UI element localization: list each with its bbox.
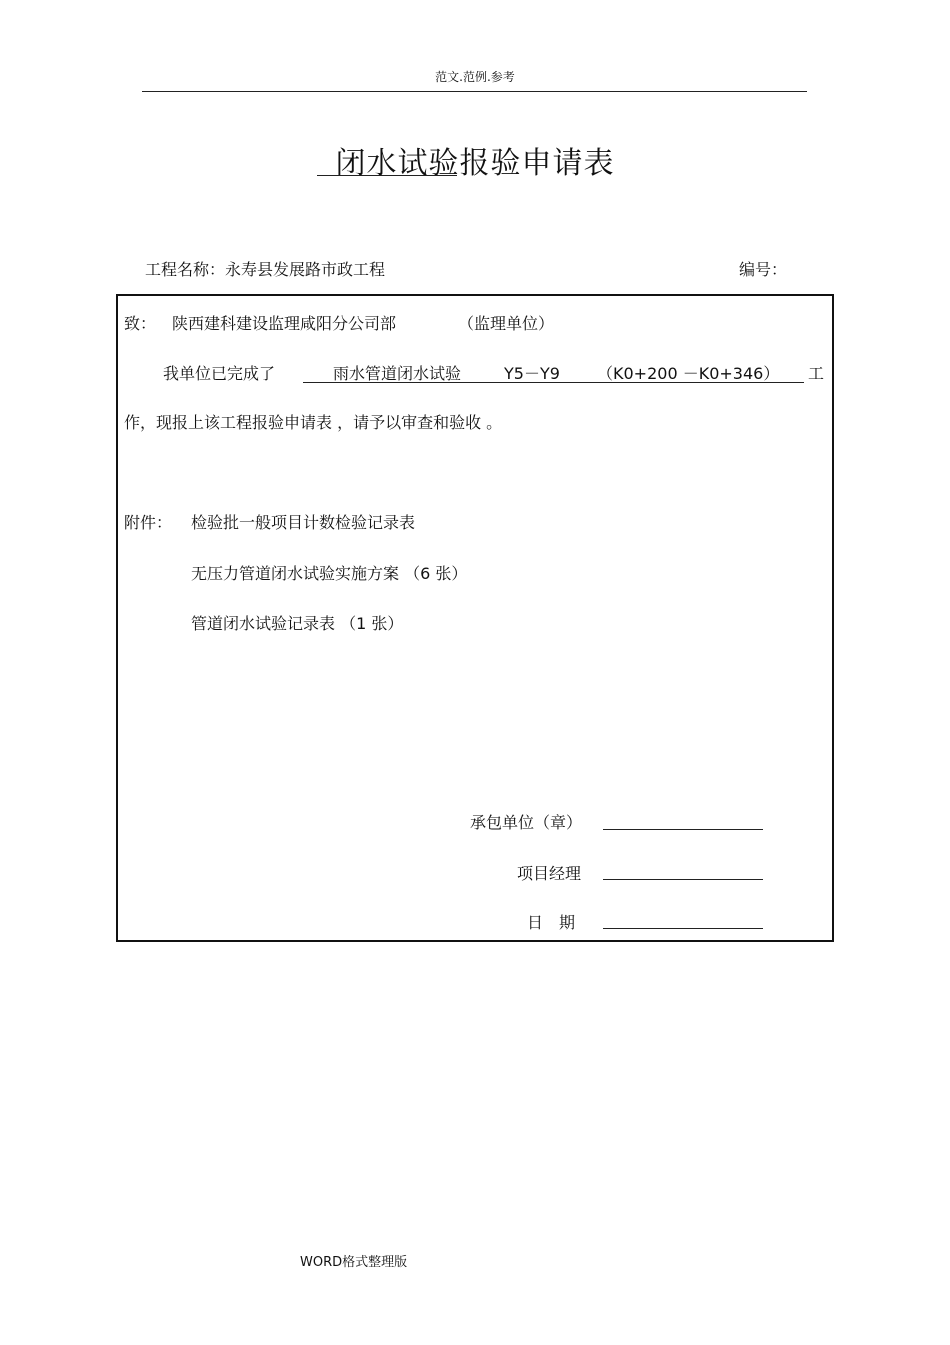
document-number-label: 编号： <box>739 260 788 279</box>
attachments-label: 附件： <box>124 513 173 532</box>
manager-label: 项目经理 <box>517 864 582 883</box>
recipient-label: 致： <box>124 314 157 333</box>
work-description-underline <box>303 382 804 383</box>
attachment-item: 管道闭水试验记录表 （1 张） <box>191 614 404 633</box>
work-chainage: （K0+200 －K0+346） <box>597 364 780 383</box>
date-label: 日 期 <box>527 913 576 932</box>
project-name-label: 工程名称： <box>145 260 226 279</box>
document-title: 闭水试验报验申请表 <box>335 146 615 181</box>
date-signature-line <box>603 928 763 929</box>
project-name-value: 永寿县发展路市政工程 <box>225 260 386 279</box>
work-item: 雨水管道闭水试验 <box>333 364 462 383</box>
manager-signature-line <box>603 879 763 880</box>
work-segment: Y5－Y9 <box>504 364 560 383</box>
body-prefix: 我单位已完成了 <box>163 364 276 383</box>
title-underline <box>317 175 457 176</box>
project-name-row <box>145 257 385 280</box>
header-divider <box>142 91 807 92</box>
attachment-item: 检验批一般项目计数检验记录表 <box>191 513 416 532</box>
recipient-value: 陕西建科建设监理咸阳分公司部 <box>172 314 397 333</box>
body-continuation: 作，现报上该工程报验申请表 ，请予以审查和验收 。 <box>124 413 503 432</box>
attachment-item: 无压力管道闭水试验实施方案 （6 张） <box>191 564 468 583</box>
page-footer-text: WORD格式整理版 <box>300 1255 408 1270</box>
page-header-text: 范文.范例.参考 <box>435 70 515 84</box>
recipient-role: （监理单位） <box>458 314 555 333</box>
contractor-signature-line <box>603 829 763 830</box>
body-suffix: 工 <box>808 364 825 383</box>
contractor-label: 承包单位（章） <box>470 813 583 832</box>
